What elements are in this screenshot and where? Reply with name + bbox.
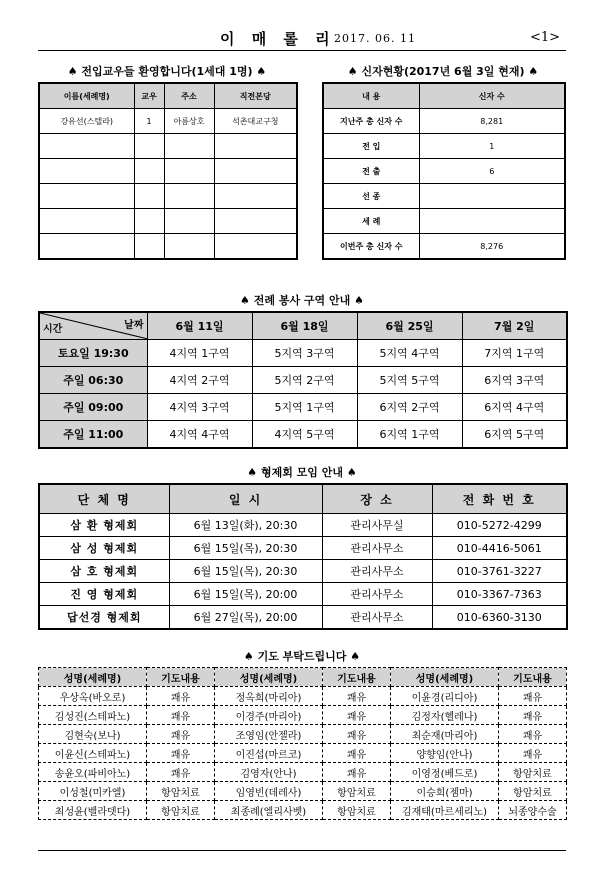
- table-row: [39, 184, 297, 209]
- person-name: 김영자(안나): [215, 763, 323, 782]
- group-name: 삼 성 형제회: [39, 537, 169, 560]
- prayer-intent: 쾌유: [323, 725, 391, 744]
- table-header-row: [323, 83, 565, 109]
- corner-date-label: 날짜: [124, 320, 144, 331]
- table-cell: 8,281: [419, 109, 565, 134]
- corner-header: [39, 312, 147, 340]
- table-row: [323, 209, 565, 234]
- table-cell: [214, 209, 297, 234]
- person-name: 조영임(안젤라): [215, 725, 323, 744]
- table-row: [39, 763, 567, 782]
- table-cell: [39, 134, 134, 159]
- column-header: 기도내용: [323, 668, 391, 687]
- person-name: 이진섭(마르코): [215, 744, 323, 763]
- table-cell: 8,276: [419, 234, 565, 260]
- column-header: 기도내용: [147, 668, 215, 687]
- person-name: 최성윤(벨라뎃다): [39, 801, 147, 820]
- table-cell: 6지역 1구역: [357, 421, 462, 449]
- column-header: 기도내용: [499, 668, 567, 687]
- table-header-row: [39, 312, 567, 340]
- column-header: 이름(세례명): [39, 83, 134, 109]
- prayer-intent: 쾌유: [499, 706, 567, 725]
- table-cell: 010-3761-3227: [432, 560, 567, 583]
- prayer-title: ♠ 기도 부탁드립니다 ♠: [243, 650, 361, 663]
- column-header: 신자 수: [419, 83, 565, 109]
- group-name: 진 영 형제회: [39, 583, 169, 606]
- group-name: 답선경 형제회: [39, 606, 169, 630]
- prayer-intent: 쾌유: [499, 687, 567, 706]
- table-cell: 6지역 2구역: [357, 394, 462, 421]
- table-cell: 010-4416-5061: [432, 537, 567, 560]
- column-header: 교우: [134, 83, 164, 109]
- header-divider: [38, 50, 566, 51]
- table-cell: 010-5272-4299: [432, 514, 567, 537]
- person-name: 이경주(마리아): [215, 706, 323, 725]
- person-name: 이승희(젬마): [391, 782, 499, 801]
- table-cell: [214, 184, 297, 209]
- table-cell: [39, 209, 134, 234]
- table-row: [39, 209, 297, 234]
- person-name: 김재태(마르세리노): [391, 801, 499, 820]
- table-cell: 5지역 4구역: [357, 340, 462, 367]
- prayer-intent: 쾌유: [147, 763, 215, 782]
- table-cell: [419, 184, 565, 209]
- table-cell: 7지역 1구역: [462, 340, 567, 367]
- table-row: [39, 687, 567, 706]
- brotherhood-table: [38, 483, 568, 630]
- table-header-row: [39, 668, 567, 687]
- person-name: 김정자(헬레나): [391, 706, 499, 725]
- table-cell: 6월 15일(목), 20:30: [169, 560, 322, 583]
- table-cell: 1: [134, 109, 164, 134]
- column-header: 내 용: [323, 83, 419, 109]
- bulletin-date: 2017. 06. 11: [334, 32, 416, 45]
- table-cell: 관리사무실: [322, 514, 432, 537]
- table-cell: [214, 134, 297, 159]
- prayer-intent: 쾌유: [147, 687, 215, 706]
- time-label: 토요일 19:30: [39, 340, 147, 367]
- table-cell: 관리사무소: [322, 560, 432, 583]
- table-cell: 4지역 1구역: [147, 340, 252, 367]
- person-name: 최순재(마리아): [391, 725, 499, 744]
- prayer-intent: 항암치료: [147, 801, 215, 820]
- prayer-intent: 쾌유: [323, 687, 391, 706]
- table-row: [323, 109, 565, 134]
- table-cell: 6월 15일(목), 20:30: [169, 537, 322, 560]
- table-row: [39, 560, 567, 583]
- table-cell: 6지역 5구역: [462, 421, 567, 449]
- table-cell: 4지역 4구역: [147, 421, 252, 449]
- table-cell: [134, 134, 164, 159]
- table-cell: 4지역 3구역: [147, 394, 252, 421]
- person-name: 이성철(미카엘): [39, 782, 147, 801]
- table-cell: [39, 234, 134, 260]
- table-cell: 6지역 3구역: [462, 367, 567, 394]
- prayer-intent: 쾌유: [499, 744, 567, 763]
- person-name: 김현숙(보나): [39, 725, 147, 744]
- table-row: [39, 606, 567, 630]
- table-row: [39, 744, 567, 763]
- column-header: 장 소: [322, 484, 432, 514]
- table-cell: 관리사무소: [322, 606, 432, 630]
- row-label: 세 례: [323, 209, 419, 234]
- row-label: 전 출: [323, 159, 419, 184]
- column-header: 성명(세례명): [391, 668, 499, 687]
- table-cell: [164, 209, 214, 234]
- table-cell: 5지역 3구역: [252, 340, 357, 367]
- person-name: 양향임(안나): [391, 744, 499, 763]
- service-title: ♠ 전례 봉사 구역 안내 ♠: [240, 294, 364, 307]
- date-header: 6월 25일: [357, 312, 462, 340]
- person-name: 최종례(엘리사벳): [215, 801, 323, 820]
- prayer-intent: 항암치료: [323, 801, 391, 820]
- date-header: 7월 2일: [462, 312, 567, 340]
- group-name: 삼 호 형제회: [39, 560, 169, 583]
- table-cell: 관리사무소: [322, 583, 432, 606]
- prayer-intent: 항암치료: [499, 782, 567, 801]
- time-label: 주일 09:00: [39, 394, 147, 421]
- table-cell: [164, 159, 214, 184]
- prayer-intent: 쾌유: [323, 744, 391, 763]
- prayer-table: [38, 667, 567, 820]
- person-name: 이영정(베드로): [391, 763, 499, 782]
- group-name: 삼 환 형제회: [39, 514, 169, 537]
- row-label: 전 입: [323, 134, 419, 159]
- table-cell: 1: [419, 134, 565, 159]
- table-header-row: [39, 484, 567, 514]
- table-cell: [134, 234, 164, 260]
- page-number: <1>: [529, 30, 560, 45]
- table-cell: [164, 234, 214, 260]
- table-row: [39, 134, 297, 159]
- person-name: 이윤경(리디아): [391, 687, 499, 706]
- new-members-title: ♠ 전입교우들 환영합니다(1세대 1명) ♠: [67, 65, 267, 78]
- prayer-intent: 쾌유: [499, 725, 567, 744]
- table-cell: [134, 159, 164, 184]
- date-header: 6월 18일: [252, 312, 357, 340]
- table-cell: [214, 234, 297, 260]
- prayer-intent: 쾌유: [323, 706, 391, 725]
- prayer-intent: 쾌유: [323, 763, 391, 782]
- table-cell: [134, 209, 164, 234]
- table-row: [323, 159, 565, 184]
- believers-title: ♠ 신자현황(2017년 6월 3일 현재) ♠: [347, 65, 539, 78]
- person-name: 우상옥(바오로): [39, 687, 147, 706]
- bulletin-title: 이 매 롤 리: [220, 30, 336, 48]
- prayer-intent: 뇌종양수술: [499, 801, 567, 820]
- table-cell: 6월 27일(목), 20:00: [169, 606, 322, 630]
- table-cell: 010-3367-7363: [432, 583, 567, 606]
- row-label: 지난주 총 신자 수: [323, 109, 419, 134]
- table-row: [39, 340, 567, 367]
- table-cell: [134, 184, 164, 209]
- table-cell: 관리사무소: [322, 537, 432, 560]
- table-cell: [164, 134, 214, 159]
- table-cell: [164, 184, 214, 209]
- row-label: 이번주 총 신자 수: [323, 234, 419, 260]
- believers-table: [322, 82, 566, 260]
- column-header: 성명(세례명): [215, 668, 323, 687]
- table-cell: 6지역 4구역: [462, 394, 567, 421]
- column-header: 일 시: [169, 484, 322, 514]
- table-row: [39, 109, 297, 134]
- person-name: 이윤신(스테파노): [39, 744, 147, 763]
- table-cell: [214, 159, 297, 184]
- brotherhood-title: ♠ 형제회 모임 안내 ♠: [247, 466, 357, 479]
- table-row: [323, 234, 565, 260]
- time-label: 주일 11:00: [39, 421, 147, 449]
- table-row: [39, 421, 567, 449]
- table-cell: 강유선(스텔라): [39, 109, 134, 134]
- table-row: [39, 514, 567, 537]
- prayer-intent: 쾌유: [147, 744, 215, 763]
- corner-time-label: 시간: [43, 324, 63, 335]
- column-header: 단 체 명: [39, 484, 169, 514]
- table-cell: [39, 184, 134, 209]
- table-cell: 5지역 2구역: [252, 367, 357, 394]
- prayer-intent: 항암치료: [323, 782, 391, 801]
- person-name: 정옥희(마리아): [215, 687, 323, 706]
- prayer-intent: 쾌유: [147, 706, 215, 725]
- footer-divider: [38, 850, 566, 851]
- column-header: 직전본당: [214, 83, 297, 109]
- table-row: [323, 184, 565, 209]
- table-cell: 5지역 1구역: [252, 394, 357, 421]
- table-row: [39, 782, 567, 801]
- table-cell: 5지역 5구역: [357, 367, 462, 394]
- row-label: 선 종: [323, 184, 419, 209]
- table-cell: 6월 15일(목), 20:00: [169, 583, 322, 606]
- table-cell: 010-6360-3130: [432, 606, 567, 630]
- table-row: [323, 134, 565, 159]
- table-cell: 아름상호: [164, 109, 214, 134]
- table-row: [39, 394, 567, 421]
- table-cell: [39, 159, 134, 184]
- column-header: 성명(세례명): [39, 668, 147, 687]
- table-cell: 석촌대교구청: [214, 109, 297, 134]
- person-name: 김성진(스테파노): [39, 706, 147, 725]
- prayer-intent: 항암치료: [499, 763, 567, 782]
- table-row: [39, 234, 297, 260]
- table-cell: 4지역 2구역: [147, 367, 252, 394]
- table-cell: 6월 13일(화), 20:30: [169, 514, 322, 537]
- prayer-intent: 항암치료: [147, 782, 215, 801]
- table-row: [39, 801, 567, 820]
- table-row: [39, 537, 567, 560]
- table-row: [39, 706, 567, 725]
- table-row: [39, 725, 567, 744]
- table-cell: 4지역 5구역: [252, 421, 357, 449]
- time-label: 주일 06:30: [39, 367, 147, 394]
- table-row: [39, 367, 567, 394]
- table-row: [39, 159, 297, 184]
- prayer-intent: 쾌유: [147, 725, 215, 744]
- date-header: 6월 11일: [147, 312, 252, 340]
- page-header: [38, 28, 566, 52]
- column-header: 전 화 번 호: [432, 484, 567, 514]
- column-header: 주소: [164, 83, 214, 109]
- person-name: 임영빈(데레사): [215, 782, 323, 801]
- new-members-table: [38, 82, 298, 260]
- person-name: 송윤오(파비아노): [39, 763, 147, 782]
- table-cell: [419, 209, 565, 234]
- table-header-row: [39, 83, 297, 109]
- service-table: [38, 311, 568, 449]
- table-cell: 6: [419, 159, 565, 184]
- table-row: [39, 583, 567, 606]
